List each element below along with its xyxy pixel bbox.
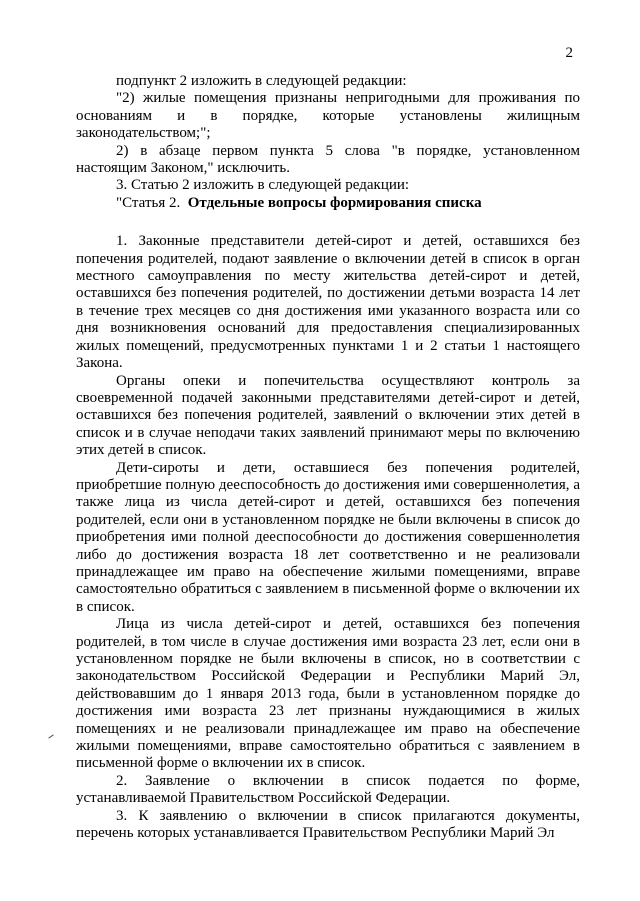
- article-heading-title: Отдельные вопросы формирования списка: [187, 194, 482, 211]
- article-paragraph-3: 3. К заявлению о включении в список прилагаются документы, перечень которых устанавливается Правительством Республики Марий Эл: [76, 807, 580, 842]
- paragraph-quoted-subpoint: "2) жилые помещения признаны непригодными для проживания по основаниям и в порядке, которые установлены жилищным законодательством;";: [76, 90, 580, 142]
- article-paragraph-persons: Лица из числа детей-сирот и детей, оставшихся без попечения родителей, в том числе в случае достижения ими возраста 23 лет, если они в установленном порядке не были включены в список, но в соответствии с законодательством Российской Федерации и Республики Марий Эл, действовавшим до 1 января 2013 года, были в установленном порядке до достижения ими возраста 23 лет признаны нуждающимися в жилых помещениях и не реализовали принадлежащее им право на обеспечение жилыми помещениями, вправе самостоятельно обратиться с заявлением в письменной форме о включении их в список.: [76, 616, 580, 772]
- blank-line: [76, 212, 580, 233]
- article-heading-prefix: "Статья 2.: [116, 194, 181, 211]
- paragraph-intro: подпункт 2 изложить в следующей редакции:: [116, 73, 407, 89]
- paragraph-item-3: 3. Статью 2 изложить в следующей редакции:: [116, 177, 410, 194]
- document-body: [76, 73, 580, 842]
- scan-mark: [48, 734, 53, 738]
- article-paragraph-orphans: Дети-сироты и дети, оставшиеся без попечения родителей, приобретшие полную дееспособность до достижения ими совершеннолетия, а также лица из числа детей-сирот и детей, оставшихся без попечения родителей, если они в установленном порядке не были включены в список до приобретения ими полной дееспособности до достижения совершеннолетия либо до достижения возраста 18 лет соответственно и не реализовали принадлежащее им право на обеспечение жилыми помещениями, вправе самостоятельно обратиться с заявлением в письменной форме о включении их в список.: [76, 459, 580, 615]
- article-paragraph-guardianship: Органы опеки и попечительства осуществляют контроль за своевременной подачей законными представителями детей-сирот и детей, оставшихся без попечения родителей, заявлений о включении этих детей в список и в случае неподачи таких заявлений принимают меры по включению этих детей в список.: [76, 372, 580, 459]
- article-paragraph-1: 1. Законные представители детей-сирот и детей, оставшихся без попечения родителей, подают заявление о включении детей в список в орган местного самоуправления по месту жительства детей-сирот и детей, оставшихся без попечения родителей, по достижении детьми возраста 14 лет в течение трех месяцев со дня достижения ими указанного возраста или со дня возникновения оснований для предоставления специализированных жилых помещений, предусмотренных пунктами 1 и 2 статьи 1 настоящего Закона.: [76, 233, 580, 372]
- paragraph-item-2: 2) в абзаце первом пункта 5 слова "в порядке, установленном настоящим Законом," исключить.: [76, 142, 580, 177]
- article-heading: [76, 195, 580, 212]
- article-paragraph-2: 2. Заявление о включении в список подается по форме, устанавливаемой Правительством Российской Федерации.: [76, 772, 580, 807]
- page-number: 2: [565, 45, 573, 61]
